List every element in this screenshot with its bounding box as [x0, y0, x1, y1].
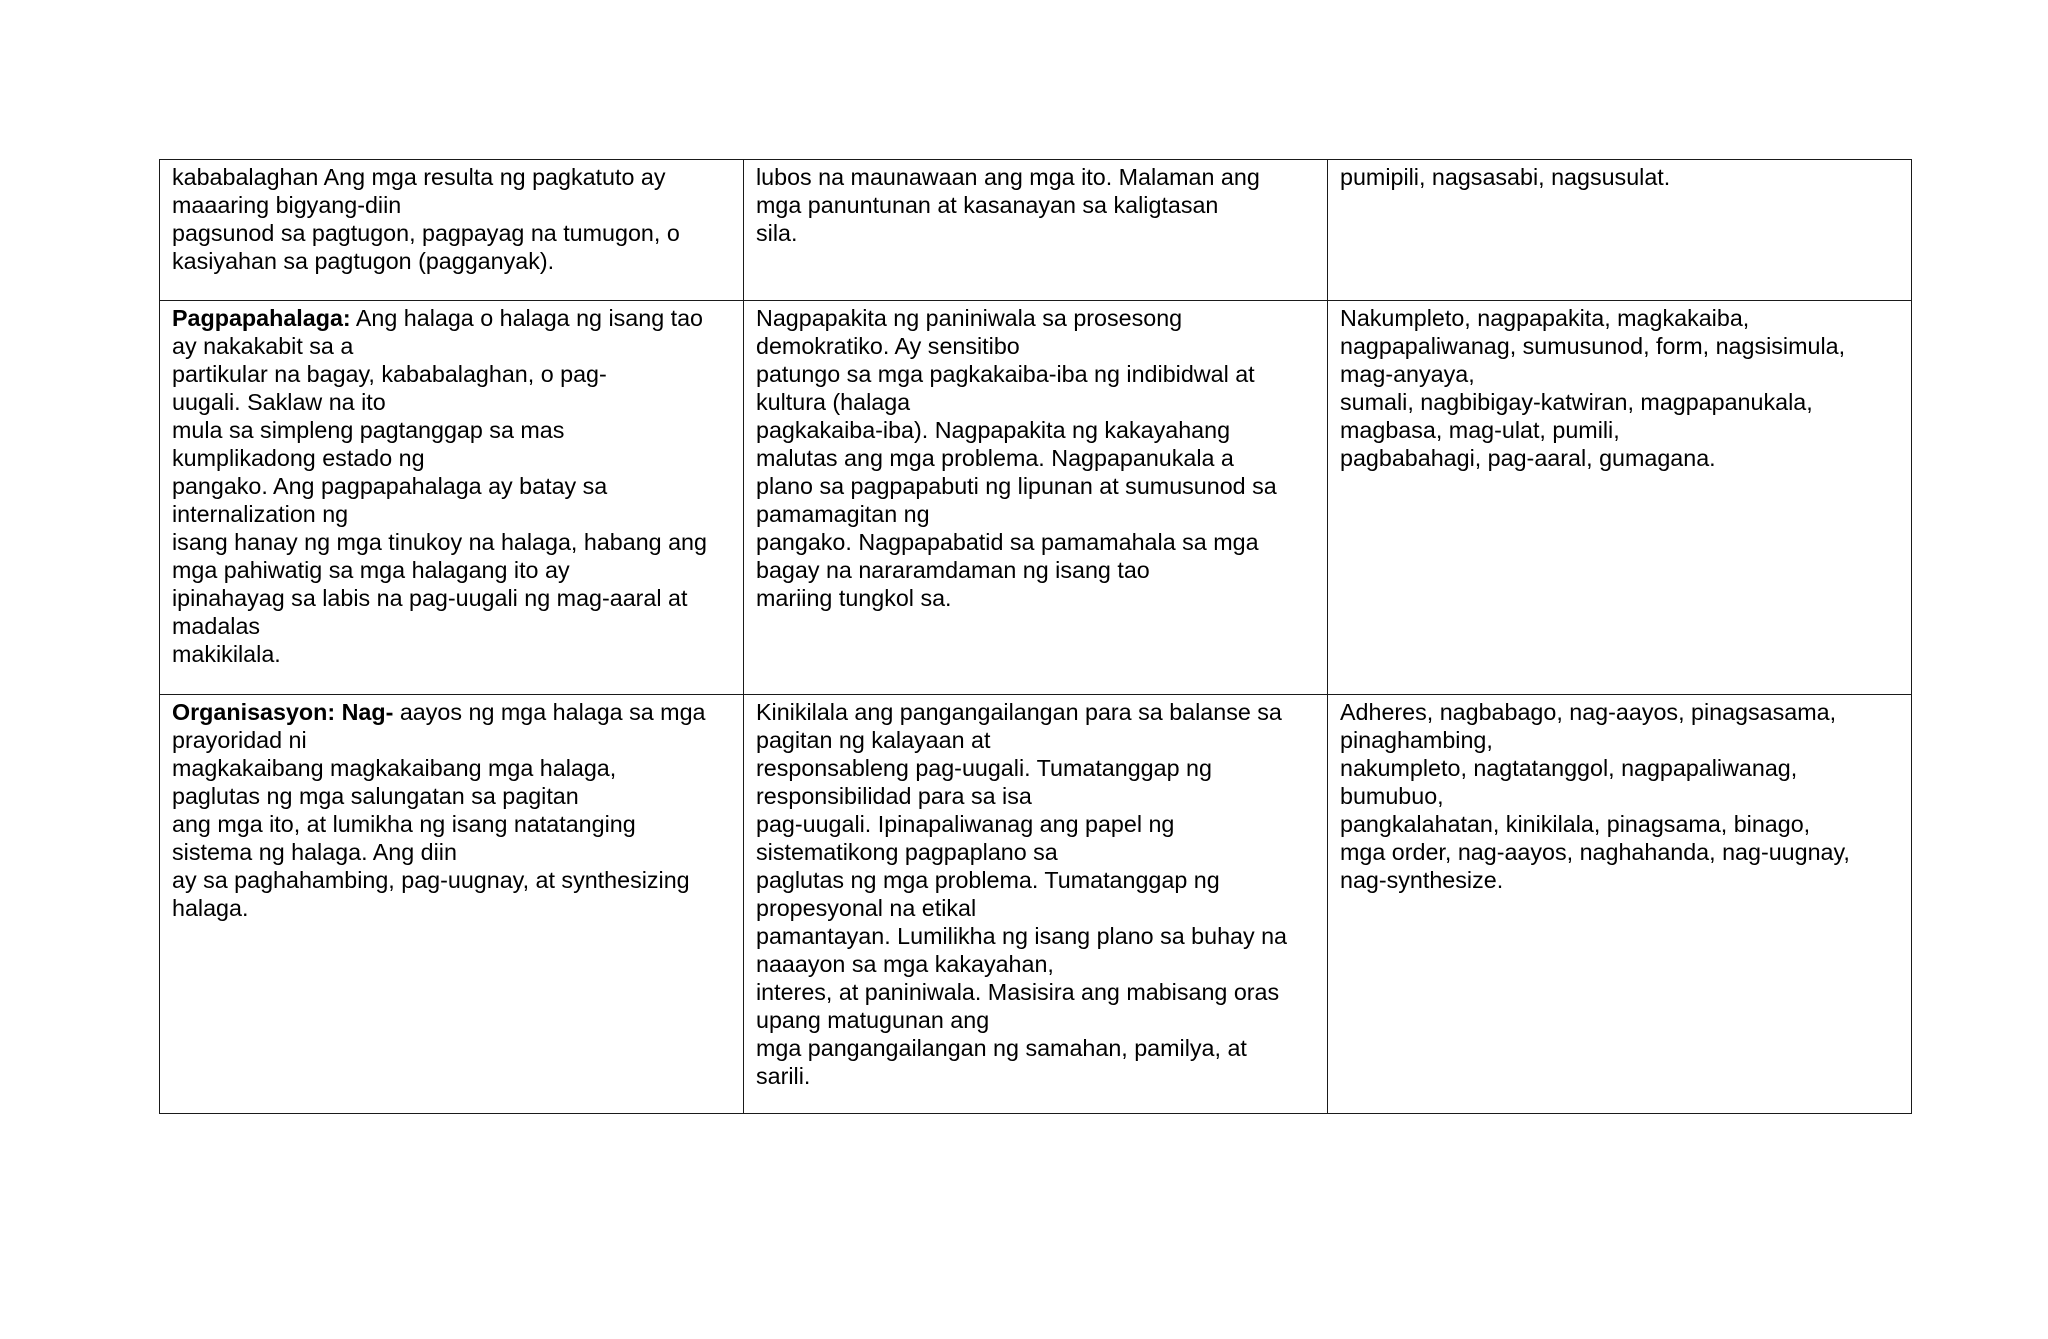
text-line: mga pangangailangan ng samahan, pamilya, at [756, 1035, 1247, 1061]
rubric-table [159, 159, 1912, 1114]
table-row [160, 160, 1912, 301]
text-line: pangako. Ang pagpapahalaga ay batay sa [172, 473, 608, 499]
text-line: kababalaghan Ang mga resulta ng pagkatuto ay [172, 164, 666, 190]
text-line: pagitan ng kalayaan at [756, 727, 991, 753]
text-line: mag-anyaya, [1340, 361, 1475, 387]
table-cell-examples [744, 695, 1328, 1114]
text-line: upang matugunan ang [756, 1007, 990, 1033]
text-fragment: aayos ng mga halaga sa mga [393, 699, 706, 725]
text-line: Nagpapakita ng paniniwala sa prosesong [756, 305, 1183, 331]
text-line: makikilala. [172, 641, 281, 667]
text-line: malutas ang mga problema. Nagpapanukala a [756, 445, 1234, 471]
table-cell-description [160, 160, 744, 301]
table-cell-examples [744, 160, 1328, 301]
text-line: bumubuo, [1340, 783, 1444, 809]
text-line: propesyonal na etikal [756, 895, 977, 921]
text-line: sumali, nagbibigay-katwiran, magpapanukala, [1340, 389, 1813, 415]
table-row [160, 301, 1912, 695]
text-line: Kinikilala ang pangangailangan para sa balanse sa [756, 699, 1282, 725]
text-line: pag-uugali. Ipinapaliwanag ang papel ng [756, 811, 1175, 837]
table-cell-verbs [1328, 695, 1912, 1114]
text-fragment: Ang halaga o halaga ng isang tao [350, 305, 704, 331]
text-line: internalization ng [172, 501, 349, 527]
text-line: mga pahiwatig sa mga halagang ito ay [172, 557, 570, 583]
text-line [172, 304, 731, 332]
text-line: responsableng pag-uugali. Tumatanggap ng [756, 755, 1212, 781]
table-cell-description [160, 695, 744, 1114]
text-line: pamantayan. Lumilikha ng isang plano sa buhay na [756, 923, 1288, 949]
text-line: sistema ng halaga. Ang diin [172, 839, 457, 865]
text-line: lubos na maunawaan ang mga ito. Malaman ang [756, 164, 1260, 190]
text-line: nakumpleto, nagtatanggol, nagpapaliwanag, [1340, 755, 1798, 781]
text-line: nagpapaliwanag, sumusunod, form, nagsisimula, [1340, 333, 1846, 359]
table-cell-description [160, 301, 744, 695]
table-cell-verbs [1328, 160, 1912, 301]
table-cell-examples [744, 301, 1328, 695]
text-line: plano sa pagpapabuti ng lipunan at sumusunod sa [756, 473, 1277, 499]
text-line: pagsunod sa pagtugon, pagpayag na tumugon, o [172, 220, 680, 246]
term-heading: Pagpapahalaga: [172, 305, 351, 331]
text-line: Nakumpleto, nagpapakita, magkakaiba, [1340, 305, 1750, 331]
text-line: sarili. [756, 1063, 811, 1089]
text-line: naaayon sa mga kakayahan, [756, 951, 1054, 977]
table-row [160, 695, 1912, 1114]
text-line: uugali. Saklaw na ito [172, 389, 386, 415]
text-line: responsibilidad para sa isa [756, 783, 1032, 809]
text-line: mga order, nag-aayos, naghahanda, nag-uugnay, [1340, 839, 1850, 865]
text-line: sila. [756, 220, 798, 246]
text-line: magbasa, mag-ulat, pumili, [1340, 417, 1620, 443]
text-line: pagkakaiba-iba). Nagpapakita ng kakayahang [756, 417, 1231, 443]
table-cell-verbs [1328, 301, 1912, 695]
term-heading: Organisasyon: Nag- [172, 699, 394, 725]
text-line: maaaring bigyang-diin [172, 192, 402, 218]
text-line: demokratiko. Ay sensitibo [756, 333, 1020, 359]
text-line: pangako. Nagpapabatid sa pamamahala sa mga [756, 529, 1259, 555]
text-line: bagay na nararamdaman ng isang tao [756, 557, 1150, 583]
text-line: ang mga ito, at lumikha ng isang natatanging [172, 811, 636, 837]
text-line: patungo sa mga pagkakaiba-iba ng indibidwal at [756, 361, 1255, 387]
text-line: interes, at paniniwala. Masisira ang mabisang oras [756, 979, 1280, 1005]
text-line: nag-synthesize. [1340, 867, 1504, 893]
text-line: kultura (halaga [756, 389, 911, 415]
text-line: partikular na bagay, kababalaghan, o pag- [172, 361, 607, 387]
text-line: Adheres, nagbabago, nag-aayos, pinagsasama, [1340, 699, 1837, 725]
text-line: pumipili, nagsasabi, nagsusulat. [1340, 164, 1671, 190]
text-line: madalas [172, 613, 261, 639]
text-line: pangkalahatan, kinikilala, pinagsama, binago, [1340, 811, 1811, 837]
text-line: halaga. [172, 895, 249, 921]
text-line: pinaghambing, [1340, 727, 1493, 753]
text-line: ay sa paghahambing, pag-uugnay, at synthesizing [172, 867, 690, 893]
text-line [172, 698, 731, 726]
text-line: pagbabahagi, pag-aaral, gumagana. [1340, 445, 1716, 471]
text-line: paglutas ng mga problema. Tumatanggap ng [756, 867, 1220, 893]
text-line: ipinahayag sa labis na pag-uugali ng mag-aaral at [172, 585, 688, 611]
text-line: prayoridad ni [172, 727, 307, 753]
text-line: mga panuntunan at kasanayan sa kaligtasan [756, 192, 1219, 218]
text-line: magkakaibang magkakaibang mga halaga, [172, 755, 617, 781]
text-line: ay nakakabit sa a [172, 333, 354, 359]
text-line: paglutas ng mga salungatan sa pagitan [172, 783, 579, 809]
text-line: mula sa simpleng pagtanggap sa mas [172, 417, 565, 443]
text-line: sistematikong pagpaplano sa [756, 839, 1058, 865]
text-line: pamamagitan ng [756, 501, 930, 527]
text-line: isang hanay ng mga tinukoy na halaga, habang ang [172, 529, 707, 555]
text-line: kumplikadong estado ng [172, 445, 425, 471]
text-line: mariing tungkol sa. [756, 585, 952, 611]
text-line: kasiyahan sa pagtugon (pagganyak). [172, 248, 555, 274]
